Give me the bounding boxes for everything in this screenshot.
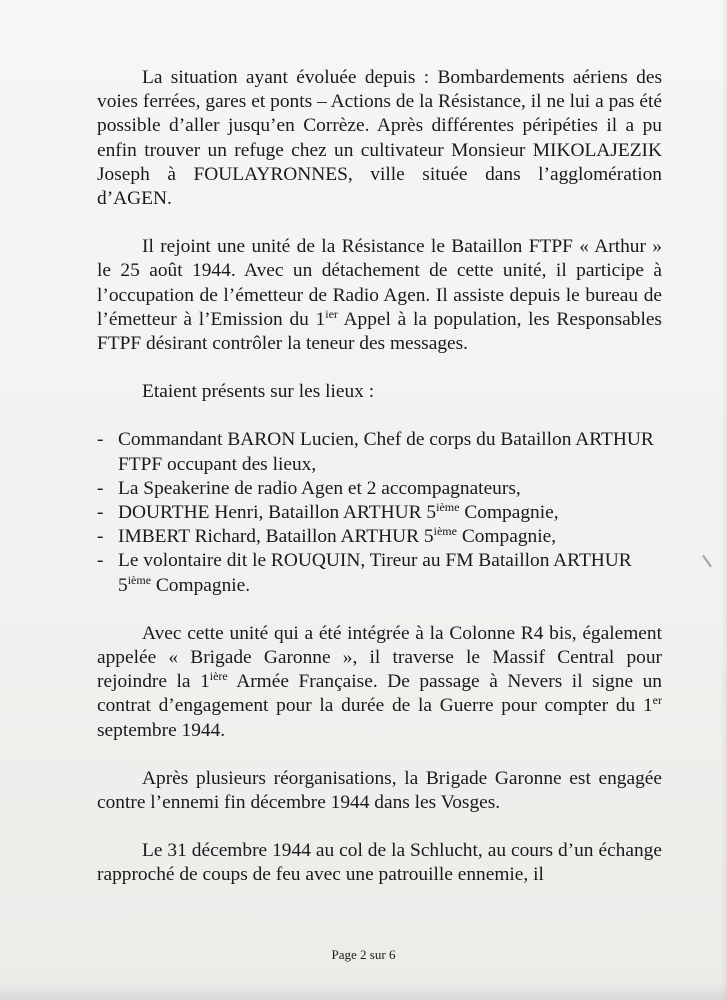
list-item: - DOURTHE Henri, Bataillon ARTHUR 5ième Compagnie, xyxy=(97,500,559,524)
list-item: - IMBERT Richard, Bataillon ARTHUR 5ième Compagnie, xyxy=(97,524,557,548)
paragraph-brigade: Avec cette unité qui a été intégrée à la Colonne R4 bis, également appelée « Brigade Garonne », il traverse le Massif Central pour rejoindre la $1^{ière}$ Armée Française. De passage à Nevers il signe un contrat d’engagement pour la durée de la Guerre pour compter du 1er septembre 1944. xyxy=(97,622,662,741)
document-body xyxy=(97,66,662,888)
list-item: - La Speakerine de radio Agen et 2 accompagnateurs, xyxy=(97,477,521,499)
paper-bottom-shadow xyxy=(0,982,727,1000)
list-item: - Commandant BARON Lucien, Chef de corps du Bataillon ARTHUR FTPF occupant des lieux, xyxy=(97,429,654,475)
paragraph-present: Etaient présents sur les lieux : xyxy=(142,381,375,403)
paragraph-situation: La situation ayant évoluée depuis : Bombardements aériens des voies ferrées, gares et ponts – Actions de la Résistance, il ne lui a pas été possible d’aller jusqu’en Corrèze. Après différentes péripéties il a pu enfin trouver un refuge chez un cultivateur Monsieur MIKOLAJEZIK Joseph à FOULAYRONNES, ville située dans l’agglomération d’AGEN. xyxy=(97,67,662,210)
paper-edge-shadow xyxy=(721,0,727,1000)
paragraph-reorganisation: Après plusieurs réorganisations, la Brigade Garonne est engagée contre l’ennemi fin décembre 1944 dans les Vosges. xyxy=(97,767,662,814)
paragraph-schlucht: Le 31 décembre 1944 au col de la Schlucht, au cours d’un échange rapproché de coups de feu avec une patrouille ennemie, il xyxy=(97,840,662,886)
attendee-list xyxy=(97,428,662,597)
pen-mark xyxy=(702,555,712,568)
list-item: - Le volontaire dit le ROUQUIN, Tireur au FM Bataillon ARTHUR 5ième Compagnie. xyxy=(97,550,632,596)
paragraph-resistance: Il rejoint une unité de la Résistance le Bataillon FTPF « Arthur » le 25 août 1944. Avec un détachement de cette unité, il participe à l’occupation de l’émetteur de Radio Agen. Il assiste depuis le bureau de l’émetteur à l’Emission du $1^{ier}$ Appel à la population, les Responsables FTPF désirant contrôler la teneur des messages. xyxy=(97,236,662,355)
page-number: Page 2 sur 6 xyxy=(331,947,396,962)
